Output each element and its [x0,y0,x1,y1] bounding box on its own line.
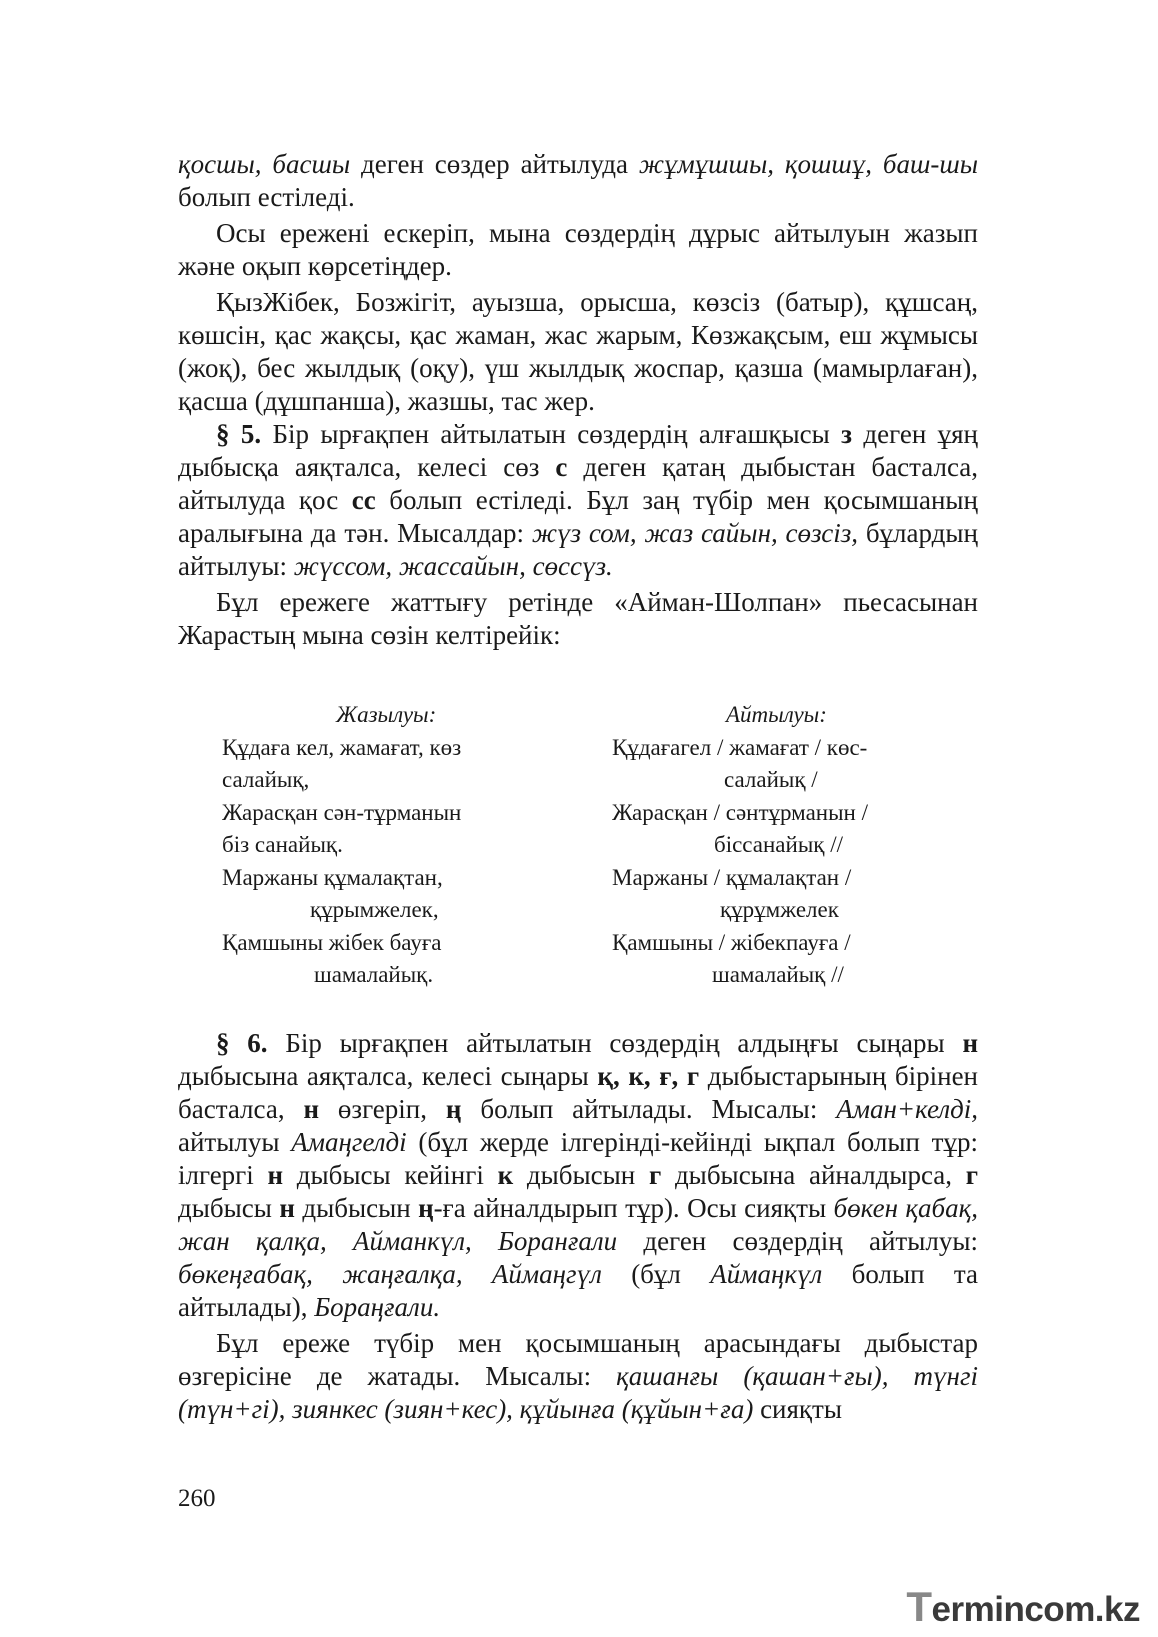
text-span: болып айтылады. Мысалы: [461,1094,837,1124]
bold-letter: н [962,1028,979,1058]
text-span: (бұл жерде ілгерінді-кейінді ықпал болып тұр: ілгергі [178,1127,978,1190]
poem-written-column [222,699,562,992]
page-number: 260 [178,1485,216,1512]
bold-letter: ң [445,1094,462,1124]
italic-example: Аймаңкүл [710,1259,823,1289]
italic-example: Аман+келді, [836,1094,979,1124]
page-body-top [178,148,978,652]
italic-example: жүз сом, жаз сайын, сөзсіз, [531,518,858,548]
poem-line: құрұмжелек [720,897,839,922]
italic-example: жүссом, жассайын, сөссүз. [293,551,613,581]
poem-spoken-column [612,699,952,992]
text-span: болып естіледі. Бұл заң түбір мен қосымшаның аралығына да тән. Мысалдар: [178,485,978,548]
text-span: өзгеріп, [319,1094,446,1124]
text-span: болып естіледі. [178,182,355,212]
paragraph-3: ҚызЖібек, Бозжігіт, ауызша, орысша, көзсіз (батыр), құшсаң, көшсін, қас жақсы, қас жаман, жас жарым, Көзжақсым, еш жұмысы (жоқ), бес жылдық (оқу), үш жылдық жоспар, қазша (мамырлаған), қасша (дұшпанша), жазшы, тас жер. [178,287,978,416]
poem-line: Қамшыны / жібекпауға / [612,929,851,955]
italic-example: қосшы, басшы [178,149,351,179]
bold-letter: н [303,1094,320,1124]
bold-letter: н [267,1160,284,1190]
watermark-text: erminc [931,1590,1044,1629]
poem-line: Маржаны құмалақтан, [222,864,443,890]
italic-example: бөкеңғабақ, жаңғалқа, Аймаңгүл [178,1259,602,1289]
text-span: сияқты [753,1394,842,1424]
bold-letter: н [279,1193,295,1223]
italic-example: қашанғы (қашан+ғы), түнгі (түн+гі), зиянкес (зиян+кес), құйынға (құйын+ға) [178,1361,978,1424]
text-span: дыбысын [513,1160,649,1190]
text-span: дыбысы [178,1193,280,1223]
text-span: деген ұяң дыбысқа аяқталса, келесі сөз [178,419,978,482]
section-number: § 5. [216,419,262,449]
poem-line: салайық, [222,767,310,792]
italic-example: жұмұшшы, қошшұ, баш-шы [638,149,979,179]
section-number: § 6. [216,1028,268,1058]
text-span: Бұл ереже түбір мен қосымшаның арасындағы дыбыстар өзгерісіне де жатады. Мысалы: [178,1328,978,1391]
text-span: деген сөздердің айтылуы: [617,1226,978,1256]
poem-line: Құдаға кел, жамағат, көз [222,734,462,760]
bold-letter: ң [418,1193,434,1223]
poem-line: шамалайық // [712,962,844,987]
bold-letter: қ, к, ғ, г [597,1061,700,1091]
italic-example: бөкен қабақ, жан қалқа, Айманкүл, Боранғали [178,1193,978,1256]
text-span: (бұл [601,1259,711,1289]
bold-letter: г [648,1160,662,1190]
poem-written-heading: Жазылуы: [336,702,437,727]
text-span: болып та айтылады), [178,1259,978,1322]
text-span: дыбысына айналдырса, [661,1160,966,1190]
watermark-text: m.kz [1064,1590,1140,1629]
text-span: деген сөздер айтылуда [350,149,639,179]
bold-letter: з [841,419,853,449]
text-span: Бір ырғақпен айтылатын сөздердің алдыңғы сыңары [267,1028,963,1058]
text-span: дыбысын [294,1193,419,1223]
poem-line: Жарасқан / сәнтұрманын / [612,799,868,825]
bold-letter: сс [351,485,376,515]
poem-line: құрымжелек, [310,897,439,922]
text-span: деген қатаң дыбыстан басталса, айтылуда қос [178,452,978,515]
bold-letter: к [497,1160,514,1190]
text-span: айтылуы [178,1127,292,1157]
paragraph-4: Бұл ережеге жаттығу ретінде «Айман-Шолпан» пьесасынан Жарастың мына сөзін келтірейік: [178,587,978,650]
poem-line: Жарасқан сән-тұрманын [222,799,462,825]
paragraph-2: Осы ережені ескеріп, мына сөздердің дұрыс айтылуын жазып және оқып көрсетіңдер. [178,218,978,281]
text-span: дыбыстарының бірінен басталса, [178,1061,979,1124]
section-6-paragraph [178,1027,978,1324]
poem-line: біз санайық. [222,832,343,857]
italic-example: Бораңғали. [314,1292,441,1322]
text-span: дыбысы кейінгі [283,1160,498,1190]
poem-line: шамалайық. [314,962,434,987]
watermark-letter: T [906,1583,932,1630]
paragraph-5 [178,1327,978,1426]
section-5-paragraph [178,418,978,583]
watermark-letter: о [1043,1590,1065,1629]
text-span: -ға айналдырып тұр). Осы сияқты [433,1193,834,1223]
page-body-bottom [178,1027,978,1426]
poem-line: Құдағагел / жамағат / көс- [612,734,868,760]
bold-letter: с [555,452,568,482]
poem-spoken-heading: Айтылуы: [726,702,827,727]
poem-line: Маржаны / құмалақтан / [612,864,852,890]
italic-example: Амаңгелді [291,1127,407,1157]
paragraph-1 [178,148,978,214]
poem-line: біссанайық // [714,832,843,857]
poem-line: Қамшыны жібек бауға [222,929,442,955]
text-span: дыбысына аяқталса, келесі сыңары [178,1061,598,1091]
text-span: Бір ырғақпен айтылатын сөздердің алғашқысы [261,419,842,449]
bold-letter: г [965,1160,978,1190]
text-span: бұлардың айтылуы: [178,518,978,581]
poem-line: салайық / [724,767,818,792]
watermark-logo [906,1583,1140,1631]
